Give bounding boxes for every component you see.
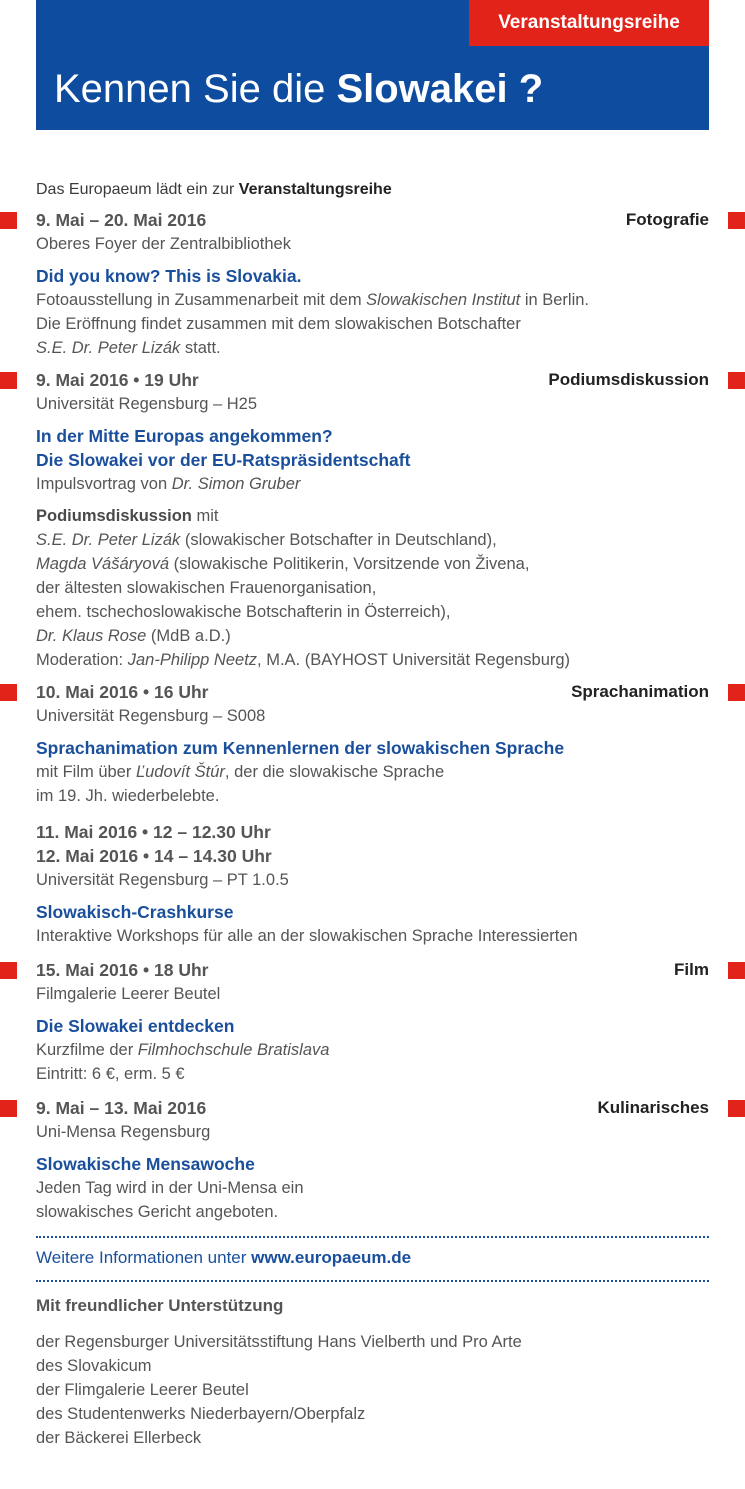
desc-text: Fotoausstellung in Zusammenarbeit mit dem (36, 291, 367, 309)
event-title: Die Slowakei entdecken (36, 1016, 235, 1036)
desc-text: Moderation: (36, 651, 128, 669)
title-bold: Slowakei (336, 67, 508, 111)
event-category: Podiumsdiskussion (548, 370, 709, 389)
event-date: 10. Mai 2016 • 16 Uhr (36, 682, 209, 702)
event-description (36, 336, 709, 360)
support-list (36, 1330, 709, 1450)
desc-italic: Filmhochschule Bratislava (137, 1041, 330, 1059)
desc-text: (slowakische Politikerin, Vorsitzende von Živena, (169, 555, 530, 573)
red-marker-right (728, 962, 745, 979)
page-title (54, 64, 543, 114)
event-location: Universität Regensburg – S008 (36, 707, 266, 725)
panelist (36, 624, 709, 648)
support-heading: Mit freundlicher Unterstützung (36, 1296, 284, 1315)
event-date: 15. Mai 2016 • 18 Uhr (36, 960, 209, 980)
event-fotografie (36, 208, 709, 360)
desc-italic: Slowakischen Institut (366, 291, 521, 309)
moderation (36, 648, 709, 672)
event-title: Sprachanimation zum Kennenlernen der slowakischen Sprache (36, 738, 565, 758)
event-location: Filmgalerie Leerer Beutel (36, 985, 221, 1003)
desc-italic: Jan-Philipp Neetz (127, 651, 258, 669)
desc-text: Kurzfilme der (36, 1041, 138, 1059)
event-subtitle: Die Slowakei vor der EU-Ratspräsidentschaft (36, 450, 411, 470)
event-date: 12. Mai 2016 • 14 – 14.30 Uhr (36, 846, 272, 866)
title-prefix: Kennen Sie die (54, 67, 337, 111)
event-description: der ältesten slowakischen Frauenorganisation, (36, 579, 377, 597)
event-description (36, 472, 709, 496)
event-category: Fotografie (625, 210, 709, 229)
event-description (36, 288, 709, 312)
desc-italic: Ľudovít Štúr (135, 763, 225, 781)
desc-italic: Dr. Simon Gruber (171, 475, 301, 493)
desc-text: , der die slowakische Sprache (224, 763, 445, 781)
dotted-divider (36, 1280, 709, 1282)
event-category: Kulinarisches (597, 1098, 709, 1117)
event-location: Universität Regensburg – H25 (36, 395, 258, 413)
event-kulinarisches (36, 1096, 709, 1224)
event-description: Eintritt: 6 €, erm. 5 € (36, 1065, 185, 1083)
intro-text: Das Europaeum lädt ein zur (36, 181, 239, 198)
event-film (36, 958, 709, 1086)
event-description: slowakisches Gericht angeboten. (36, 1203, 279, 1221)
dotted-divider (36, 1236, 709, 1238)
desc-text: mit Film über (36, 763, 136, 781)
desc-italic: S.E. Dr. Peter Lizák (36, 339, 181, 357)
red-marker-right (728, 1100, 745, 1117)
desc-text: in Berlin. (520, 291, 590, 309)
event-category: Film (674, 960, 709, 979)
red-marker-right (728, 684, 745, 701)
red-marker-right (728, 212, 745, 229)
supporter: der Flimgalerie Leerer Beutel (36, 1381, 249, 1399)
red-marker-left (0, 212, 17, 229)
desc-text: Impulsvortrag von (36, 475, 172, 493)
event-date: 9. Mai 2016 • 19 Uhr (36, 370, 199, 390)
event-date: 9. Mai – 20. Mai 2016 (36, 210, 207, 230)
panel-heading (36, 504, 709, 528)
event-location: Oberes Foyer der Zentralbibliothek (36, 235, 291, 253)
red-marker-right (728, 372, 745, 389)
panel-bold: Podiumsdiskussion (36, 507, 192, 525)
event-description (36, 1038, 709, 1062)
red-marker-left (0, 962, 17, 979)
red-marker-left (0, 1100, 17, 1117)
title-suffix: ? (507, 67, 544, 111)
supporter: des Slovakicum (36, 1357, 152, 1375)
event-title: Did you know? This is Slovakia. (36, 266, 302, 286)
intro-line (36, 178, 709, 202)
event-location: Universität Regensburg – PT 1.0.5 (36, 871, 289, 889)
panelist (36, 528, 709, 552)
panelist (36, 552, 709, 576)
event-title: Slowakische Mensawoche (36, 1154, 255, 1174)
red-marker-left (0, 372, 17, 389)
desc-italic: S.E. Dr. Peter Lizák (36, 531, 181, 549)
supporter: der Bäckerei Ellerbeck (36, 1429, 202, 1447)
desc-text: (slowakischer Botschafter in Deutschland), (180, 531, 497, 549)
series-tag: Veranstaltungsreihe (469, 0, 709, 46)
intro-bold: Veranstaltungsreihe (238, 181, 392, 198)
event-date: 9. Mai – 13. Mai 2016 (36, 1098, 207, 1118)
event-location: Uni-Mensa Regensburg (36, 1123, 211, 1141)
desc-text: , M.A. (BAYHOST Universität Regensburg) (257, 651, 571, 669)
event-sprachanimation (36, 680, 709, 948)
red-marker-left (0, 684, 17, 701)
desc-text: (MdB a.D.) (146, 627, 231, 645)
event-title: In der Mitte Europas angekommen? (36, 426, 333, 446)
more-info (36, 1246, 709, 1270)
event-date: 11. Mai 2016 • 12 – 12.30 Uhr (36, 822, 271, 842)
desc-text: mit (191, 507, 219, 525)
desc-italic: Magda Vášáryová (36, 555, 169, 573)
supporter: der Regensburger Universitätsstiftung Hans Vielberth und Pro Arte (36, 1333, 522, 1351)
header-banner (36, 0, 709, 130)
main-content (36, 178, 709, 1450)
desc-text: statt. (180, 339, 221, 357)
event-category: Sprachanimation (571, 682, 709, 701)
event-title: Slowakisch-Crashkurse (36, 902, 234, 922)
website-link[interactable]: www.europaeum.de (251, 1248, 412, 1267)
event-description: Jeden Tag wird in der Uni-Mensa ein (36, 1179, 304, 1197)
event-podiumsdiskussion (36, 368, 709, 672)
supporter: des Studentenwerks Niederbayern/Oberpfalz (36, 1405, 366, 1423)
event-description: Die Eröffnung findet zusammen mit dem slowakischen Botschafter (36, 315, 521, 333)
event-description: im 19. Jh. wiederbelebte. (36, 787, 220, 805)
desc-italic: Dr. Klaus Rose (36, 627, 147, 645)
event-description: Interaktive Workshops für alle an der slowakischen Sprache Interessierten (36, 927, 578, 945)
more-info-text: Weitere Informationen unter (36, 1248, 252, 1267)
event-description: ehem. tschechoslowakische Botschafterin in Österreich), (36, 603, 451, 621)
event-description (36, 760, 709, 784)
